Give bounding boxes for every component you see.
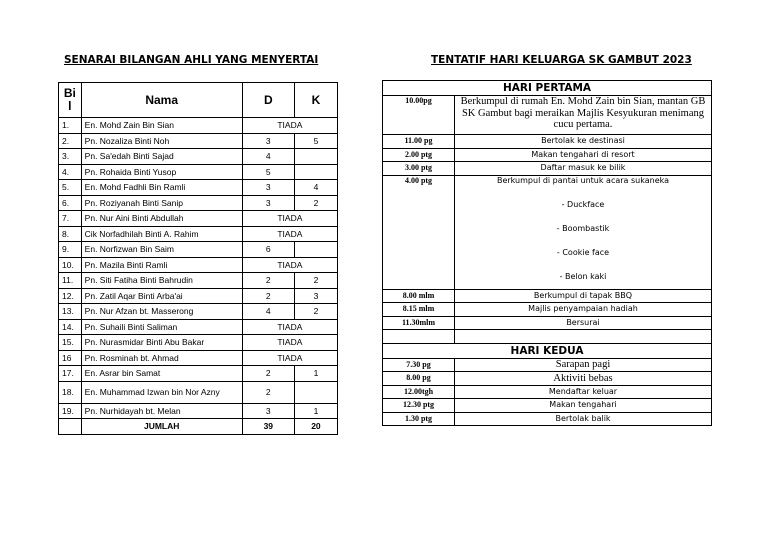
members-list-title: SENARAI BILANGAN AHLI YANG MENYERTAI bbox=[64, 54, 319, 66]
schedule-activity-sukaneka bbox=[455, 175, 712, 289]
member-name: En. Norfizwan Bin Saim bbox=[81, 242, 242, 258]
sukaneka-game: - Belon kaki bbox=[559, 271, 607, 281]
member-row bbox=[59, 164, 338, 180]
member-d: 3 bbox=[242, 180, 294, 196]
member-name: Pn. Zatil Aqar Binti Arba'ai bbox=[81, 288, 242, 304]
member-no: 15. bbox=[59, 335, 82, 351]
schedule-time: 8.15 mlm bbox=[383, 303, 455, 317]
schedule-time: 1.30 ptg bbox=[383, 412, 455, 426]
member-name: Pn. Roziyanah Binti Sanip bbox=[81, 195, 242, 211]
members-table bbox=[58, 82, 338, 435]
schedule-empty-activity bbox=[455, 330, 712, 344]
schedule-time: 7.30 pg bbox=[383, 358, 455, 372]
schedule-row bbox=[383, 96, 712, 135]
schedule-activity: Mendaftar keluar bbox=[455, 385, 712, 399]
member-row bbox=[59, 180, 338, 196]
member-d: 6 bbox=[242, 242, 294, 258]
schedule-row-sukaneka bbox=[383, 175, 712, 289]
member-k: 5 bbox=[294, 133, 337, 149]
member-row bbox=[59, 366, 338, 382]
member-k: 1 bbox=[294, 403, 337, 419]
header-d: D bbox=[242, 83, 294, 118]
schedule-activity: Bertolak ke destinasi bbox=[455, 135, 712, 149]
member-name: Pn. Suhaili Binti Saliman bbox=[81, 319, 242, 335]
member-name: Pn. Nozaliza Binti Noh bbox=[81, 133, 242, 149]
member-no: 11. bbox=[59, 273, 82, 289]
schedule-time: 12.30 ptg bbox=[383, 399, 455, 413]
header-k: K bbox=[294, 83, 337, 118]
member-d: 2 bbox=[242, 288, 294, 304]
schedule-title: TENTATIF HARI KELUARGA SK GAMBUT 2023 bbox=[431, 54, 692, 66]
schedule-time: 11.00 pg bbox=[383, 135, 455, 149]
schedule-activity: Bersurai bbox=[455, 316, 712, 330]
member-name: Pn. Rosminah bt. Ahmad bbox=[81, 350, 242, 366]
member-name: Pn. Sa'edah Binti Sajad bbox=[81, 149, 242, 165]
member-k: 2 bbox=[294, 195, 337, 211]
total-row bbox=[59, 419, 338, 435]
member-row bbox=[59, 149, 338, 165]
member-row bbox=[59, 226, 338, 242]
member-d: 4 bbox=[242, 304, 294, 320]
schedule-empty-time bbox=[383, 330, 455, 344]
schedule-activity: Daftar masuk ke bilik bbox=[455, 162, 712, 176]
member-row bbox=[59, 242, 338, 258]
sukaneka-game: - Cookie face bbox=[556, 247, 610, 257]
sukaneka-game: - Duckface bbox=[561, 199, 605, 209]
member-k bbox=[294, 242, 337, 258]
member-row bbox=[59, 350, 338, 366]
day-one-header-label: HARI PERTAMA bbox=[383, 81, 712, 96]
member-name: Pn. Nur Aini Binti Abdullah bbox=[81, 211, 242, 227]
schedule-time: 3.00 ptg bbox=[383, 162, 455, 176]
member-tiada: TIADA bbox=[242, 118, 337, 134]
schedule-row bbox=[383, 135, 712, 149]
member-k bbox=[294, 149, 337, 165]
member-no: 17. bbox=[59, 366, 82, 382]
total-d: 39 bbox=[242, 419, 294, 435]
member-row bbox=[59, 381, 338, 403]
member-k: 4 bbox=[294, 180, 337, 196]
member-no: 10. bbox=[59, 257, 82, 273]
member-no: 7. bbox=[59, 211, 82, 227]
member-tiada: TIADA bbox=[242, 350, 337, 366]
schedule-row bbox=[383, 385, 712, 399]
member-d: 2 bbox=[242, 381, 294, 403]
member-no: 6. bbox=[59, 195, 82, 211]
schedule-activity: Makan tengahari di resort bbox=[455, 148, 712, 162]
member-no: 8. bbox=[59, 226, 82, 242]
member-name: En. Mohd Zain Bin Sian bbox=[81, 118, 242, 134]
schedule-time: 2.00 ptg bbox=[383, 148, 455, 162]
schedule-time: 12.00tgh bbox=[383, 385, 455, 399]
members-header-row bbox=[59, 83, 338, 118]
schedule-row bbox=[383, 358, 712, 372]
schedule-activity: Sarapan pagi bbox=[455, 358, 712, 372]
day-one-header bbox=[383, 81, 712, 96]
member-name: En. Muhammad Izwan bin Nor Azny bbox=[81, 381, 242, 403]
schedule-row bbox=[383, 316, 712, 330]
member-row bbox=[59, 273, 338, 289]
member-no: 5. bbox=[59, 180, 82, 196]
member-k: 2 bbox=[294, 304, 337, 320]
member-row bbox=[59, 195, 338, 211]
member-k bbox=[294, 381, 337, 403]
schedule-row bbox=[383, 303, 712, 317]
member-k: 3 bbox=[294, 288, 337, 304]
schedule-activity: Aktiviti bebas bbox=[455, 372, 712, 386]
member-name: Pn. Nur Afzan bt. Masserong bbox=[81, 304, 242, 320]
member-no: 14. bbox=[59, 319, 82, 335]
schedule-time: 10.00pg bbox=[383, 96, 455, 135]
member-tiada: TIADA bbox=[242, 211, 337, 227]
member-d: 2 bbox=[242, 366, 294, 382]
day-two-header-label: HARI KEDUA bbox=[383, 343, 712, 358]
schedule-table bbox=[382, 80, 712, 426]
header-nama: Nama bbox=[81, 83, 242, 118]
member-row bbox=[59, 211, 338, 227]
total-k: 20 bbox=[294, 419, 337, 435]
member-no: 1. bbox=[59, 118, 82, 134]
schedule-time: 8.00 mlm bbox=[383, 289, 455, 303]
member-no: 3. bbox=[59, 149, 82, 165]
schedule-activity: Majlis penyampaian hadiah bbox=[455, 303, 712, 317]
member-name: Pn. Mazila Binti Ramli bbox=[81, 257, 242, 273]
schedule-row bbox=[383, 289, 712, 303]
member-row bbox=[59, 304, 338, 320]
sukaneka-heading: Berkumpul di pantai untuk acara sukaneka bbox=[496, 175, 670, 185]
member-d: 3 bbox=[242, 195, 294, 211]
member-no: 2. bbox=[59, 133, 82, 149]
schedule-activity: Berkumpul di rumah En. Mohd Zain bin Sian, mantan GB SK Gambut bagi meraikan Majlis Kesyukuran menimang cucu pertama. bbox=[455, 96, 712, 135]
schedule-activity: Makan tengahari bbox=[455, 399, 712, 413]
member-tiada: TIADA bbox=[242, 226, 337, 242]
member-no: 18. bbox=[59, 381, 82, 403]
member-tiada: TIADA bbox=[242, 319, 337, 335]
schedule-time: 8.00 pg bbox=[383, 372, 455, 386]
member-no: 12. bbox=[59, 288, 82, 304]
member-name: En. Mohd Fadhli Bin Ramli bbox=[81, 180, 242, 196]
schedule-row bbox=[383, 148, 712, 162]
member-k: 2 bbox=[294, 273, 337, 289]
member-name: En. Asrar bin Samat bbox=[81, 366, 242, 382]
schedule-time: 11.30mlm bbox=[383, 316, 455, 330]
member-d: 4 bbox=[242, 149, 294, 165]
member-k bbox=[294, 164, 337, 180]
member-row bbox=[59, 288, 338, 304]
member-d: 5 bbox=[242, 164, 294, 180]
member-no: 13. bbox=[59, 304, 82, 320]
header-bil: Bi l bbox=[59, 83, 82, 118]
member-name: Pn. Siti Fatiha Binti Bahrudin bbox=[81, 273, 242, 289]
member-no: 4. bbox=[59, 164, 82, 180]
member-k: 1 bbox=[294, 366, 337, 382]
member-d: 3 bbox=[242, 403, 294, 419]
schedule-row bbox=[383, 162, 712, 176]
total-empty bbox=[59, 419, 82, 435]
member-tiada: TIADA bbox=[242, 257, 337, 273]
member-no: 16 bbox=[59, 350, 82, 366]
member-row bbox=[59, 133, 338, 149]
member-name: Cik Norfadhilah Binti A. Rahim bbox=[81, 226, 242, 242]
day-two-header bbox=[383, 343, 712, 358]
member-row bbox=[59, 257, 338, 273]
member-no: 9. bbox=[59, 242, 82, 258]
member-row bbox=[59, 118, 338, 134]
total-label: JUMLAH bbox=[81, 419, 242, 435]
schedule-time: 4.00 ptg bbox=[383, 175, 455, 289]
member-d: 2 bbox=[242, 273, 294, 289]
schedule-activity: Bertolak balik bbox=[455, 412, 712, 426]
member-tiada: TIADA bbox=[242, 335, 337, 351]
member-no: 19. bbox=[59, 403, 82, 419]
member-row bbox=[59, 403, 338, 419]
member-row bbox=[59, 335, 338, 351]
schedule-row bbox=[383, 399, 712, 413]
member-d: 3 bbox=[242, 133, 294, 149]
schedule-row bbox=[383, 372, 712, 386]
member-name: Pn. Nurhidayah bt. Melan bbox=[81, 403, 242, 419]
sukaneka-game: - Boombastik bbox=[556, 223, 610, 233]
schedule-activity: Berkumpul di tapak BBQ bbox=[455, 289, 712, 303]
member-name: Pn. Nurasmidar Binti Abu Bakar bbox=[81, 335, 242, 351]
member-name: Pn. Rohaida Binti Yusop bbox=[81, 164, 242, 180]
member-row bbox=[59, 319, 338, 335]
schedule-row bbox=[383, 412, 712, 426]
schedule-empty-row bbox=[383, 330, 712, 344]
